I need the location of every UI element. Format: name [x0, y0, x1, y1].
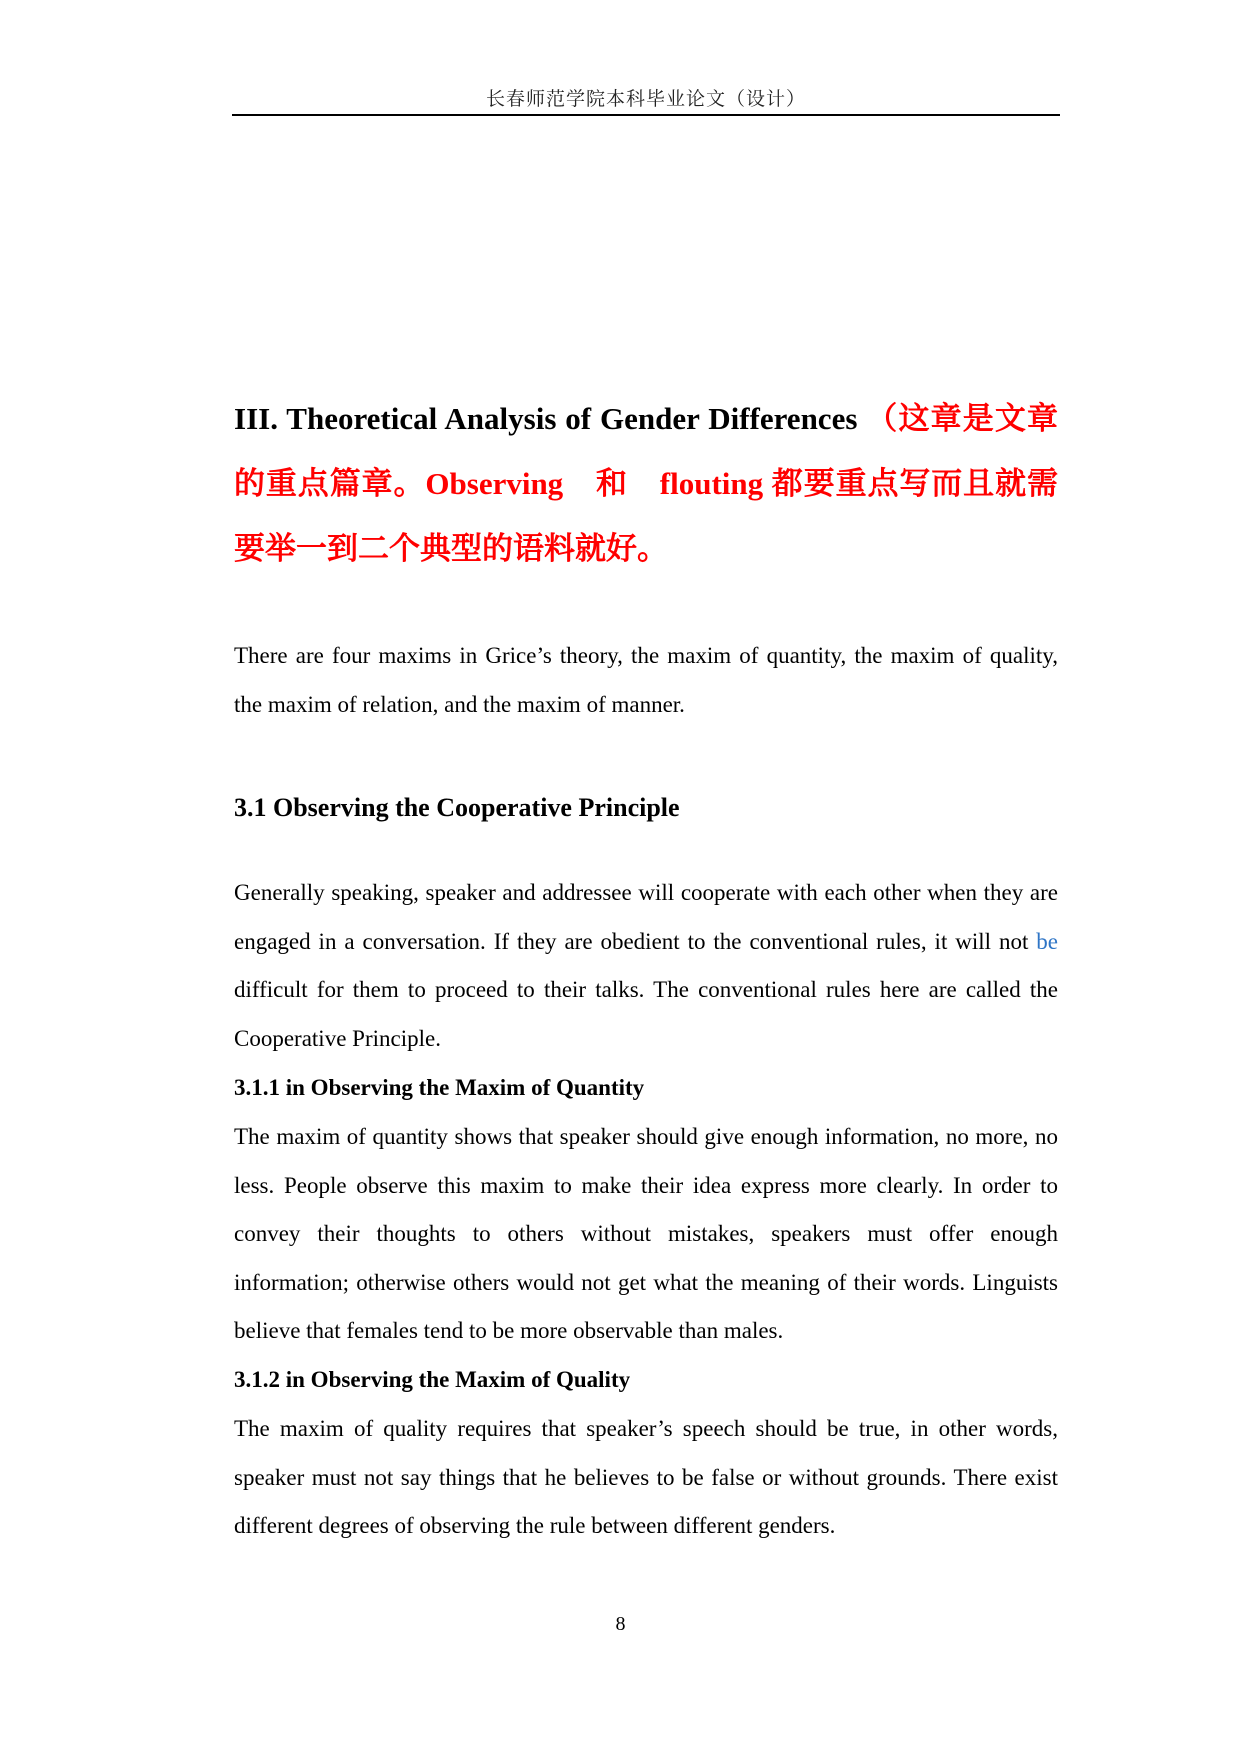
section-3-1-text-part1: Generally speaking, speaker and addressee will cooperate with each other when they are engaged in a conversation. If they are obedient to the conventional rules, it will not	[234, 880, 1058, 954]
section-3-1-heading: 3.1 Observing the Cooperative Principle	[234, 793, 680, 822]
section-3-1-1-paragraph: The maxim of quantity shows that speaker should give enough information, no more, no less. People observe this maxim to make their idea express more clearly. In order to convey their thoughts to others without mistakes, speakers must offer enough information; otherwise others would not get what the meaning of their words. Linguists believe that females tend to be more observable than males.	[234, 1124, 1058, 1343]
chapter-title	[234, 386, 1058, 581]
section-3-1-paragraph	[234, 869, 1058, 1063]
chapter-title-english: III. Theoretical Analysis of Gender Differences	[234, 401, 858, 436]
page-number: 8	[615, 1613, 626, 1635]
section-3-1-1-heading: 3.1.1 in Observing the Maxim of Quantity	[234, 1075, 645, 1100]
running-header: 长春师范学院本科毕业论文（设计）	[485, 89, 806, 110]
section-3-1-2-heading: 3.1.2 in Observing the Maxim of Quality	[234, 1367, 631, 1392]
chapter-title-note: （这章是文章的重点篇章。Observing 和 flouting 都要重点写而且就需要举一到二个典型的语料就好。	[234, 401, 1059, 566]
intro-paragraph: There are four maxims in Grice’s theory, the maxim of quantity, the maxim of quality, the maxim of relation, and the maxim of manner.	[234, 643, 1058, 717]
section-3-1-2-paragraph: The maxim of quality requires that speaker’s speech should be true, in other words, speaker must not say things that he believes to be false or without grounds. There exist different degrees of observing the rule between different genders.	[234, 1416, 1058, 1538]
header-rule	[232, 114, 1060, 116]
section-3-1-text-part2: difficult for them to proceed to their talks. The conventional rules here are called the Cooperative Principle.	[234, 977, 1058, 1051]
highlighted-word: be	[1036, 928, 1058, 954]
